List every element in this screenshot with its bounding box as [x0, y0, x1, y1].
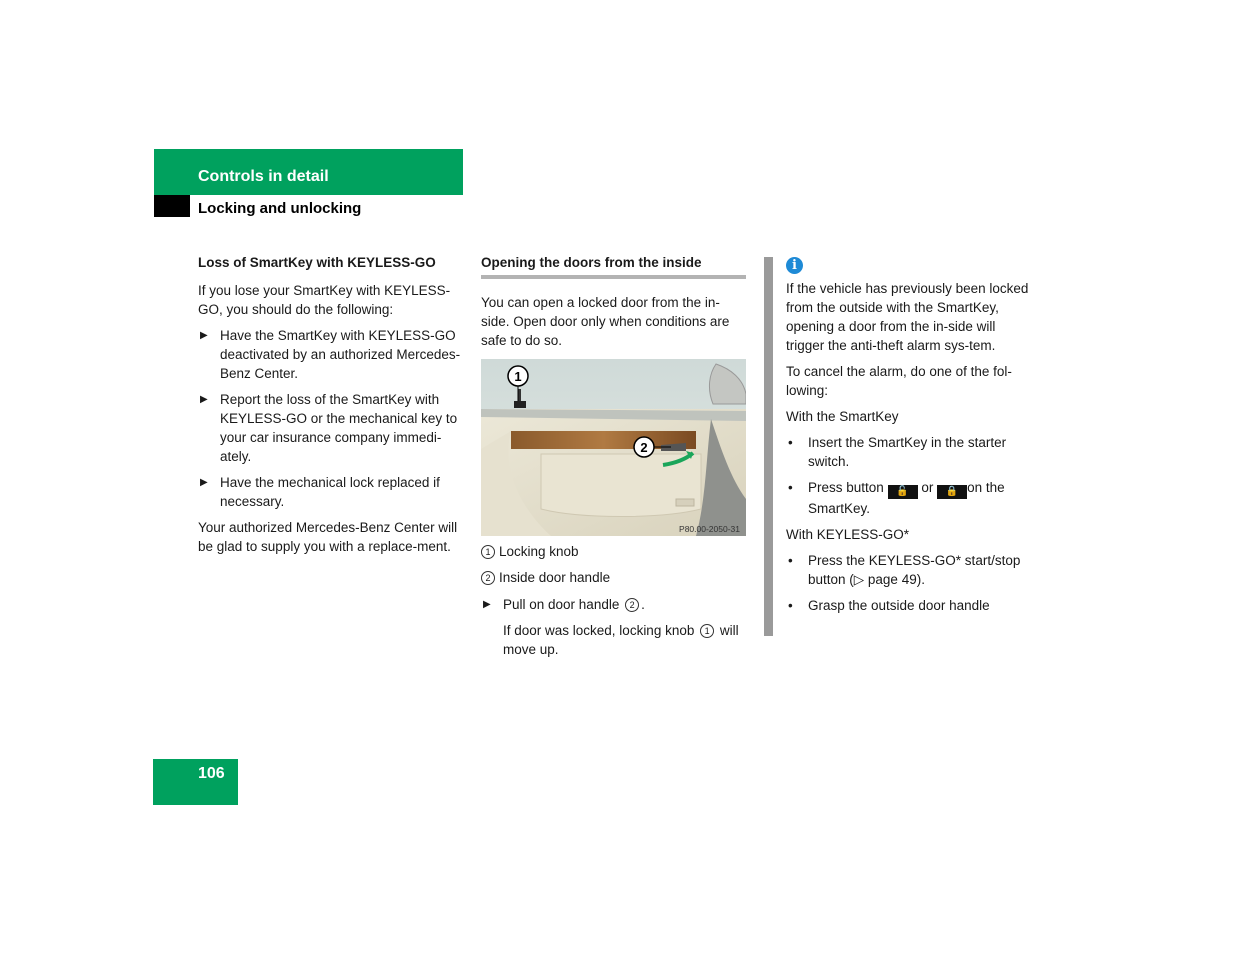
- page-number: 106: [198, 765, 225, 782]
- door-interior-image: [481, 359, 746, 536]
- callout-number: 1: [481, 545, 495, 559]
- legend-item: [481, 568, 746, 587]
- subsection-marker: [154, 195, 190, 217]
- step-item: [198, 326, 464, 383]
- with-smartkey-label: With the SmartKey: [786, 409, 899, 424]
- intro-text: If you lose your SmartKey with KEYLESS-GO, you should do the following:: [198, 283, 451, 317]
- cancel-intro: To cancel the alarm, do one of the fol-lowing:: [786, 364, 1012, 398]
- note-sidebar-bar: [764, 257, 773, 636]
- legend-item: [481, 542, 746, 561]
- result-text: If door was locked, locking knob 1 will move up.: [503, 623, 739, 657]
- legend-label: Locking knob: [499, 544, 579, 559]
- step-text: Pull on door handle: [503, 597, 620, 612]
- heading-loss-smartkey: Loss of SmartKey with KEYLESS-GO: [198, 255, 436, 270]
- column-loss-of-smartkey: [198, 253, 464, 563]
- list-item: • Press button 🔓 or 🔒 on the SmartKey.: [788, 480, 1005, 516]
- bullet-dot-icon: •: [788, 598, 793, 613]
- column-opening-doors: [481, 253, 746, 659]
- unlock-button-icon: 🔓: [888, 485, 918, 499]
- lock-button-icon: 🔒: [937, 485, 967, 499]
- intro-text: You can open a locked door from the in-side. Open door only when conditions are safe to do so.: [481, 295, 730, 348]
- callout-number: 2: [481, 571, 495, 585]
- arrow-bullet-icon: ▶: [200, 394, 208, 405]
- step-item: ▶ Pull on door handle 2 .: [483, 597, 645, 612]
- page-number-box: [153, 759, 238, 805]
- step-text: Have the mechanical lock replaced if necessary.: [220, 475, 440, 509]
- figure-code: P80.00-2050-31: [679, 524, 740, 534]
- list-item: • Insert the SmartKey in the starter switch.: [788, 435, 1007, 469]
- bullet-dot-icon: •: [788, 435, 793, 450]
- legend-label: Inside door handle: [499, 570, 611, 585]
- closing-text: Your authorized Mercedes-Benz Center will be glad to supply you with a replace-ment.: [198, 520, 458, 554]
- step-item: [198, 473, 464, 511]
- heading-opening-doors: Opening the doors from the inside: [481, 253, 746, 279]
- section-title: Controls in detail: [198, 168, 329, 185]
- step-item: [198, 390, 464, 466]
- column-info-note: [786, 255, 1036, 622]
- callout-number: 2: [625, 598, 639, 612]
- callout-2: 2: [640, 440, 648, 455]
- info-icon: i: [786, 257, 803, 274]
- door-illustration: [481, 359, 746, 536]
- bullet-dot-icon: •: [788, 480, 793, 495]
- list-item: • Press the KEYLESS-GO* start/stop button (▷ page 49).: [788, 553, 1021, 587]
- arrow-bullet-icon: ▶: [200, 330, 208, 341]
- bullet-dot-icon: •: [788, 553, 793, 568]
- callout-number: 1: [700, 624, 714, 638]
- callout-1: 1: [514, 369, 522, 384]
- step-text: Report the loss of the SmartKey with KEYLESS-GO or the mechanical key to your car insurance company immedi-ately.: [220, 392, 458, 464]
- subsection-title: Locking and unlocking: [198, 200, 362, 217]
- step-text: Have the SmartKey with KEYLESS-GO deactivated by an authorized Mercedes-Benz Center.: [220, 328, 461, 381]
- note-text: If the vehicle has previously been locked from the outside with the SmartKey, opening a door from the in-side will trigger the anti-theft alarm sys-tem.: [786, 281, 1029, 353]
- list-item: • Grasp the outside door handle: [788, 598, 990, 613]
- with-keyless-label: With KEYLESS-GO*: [786, 527, 910, 542]
- arrow-bullet-icon: ▶: [200, 477, 208, 488]
- arrow-bullet-icon: ▶: [483, 599, 491, 610]
